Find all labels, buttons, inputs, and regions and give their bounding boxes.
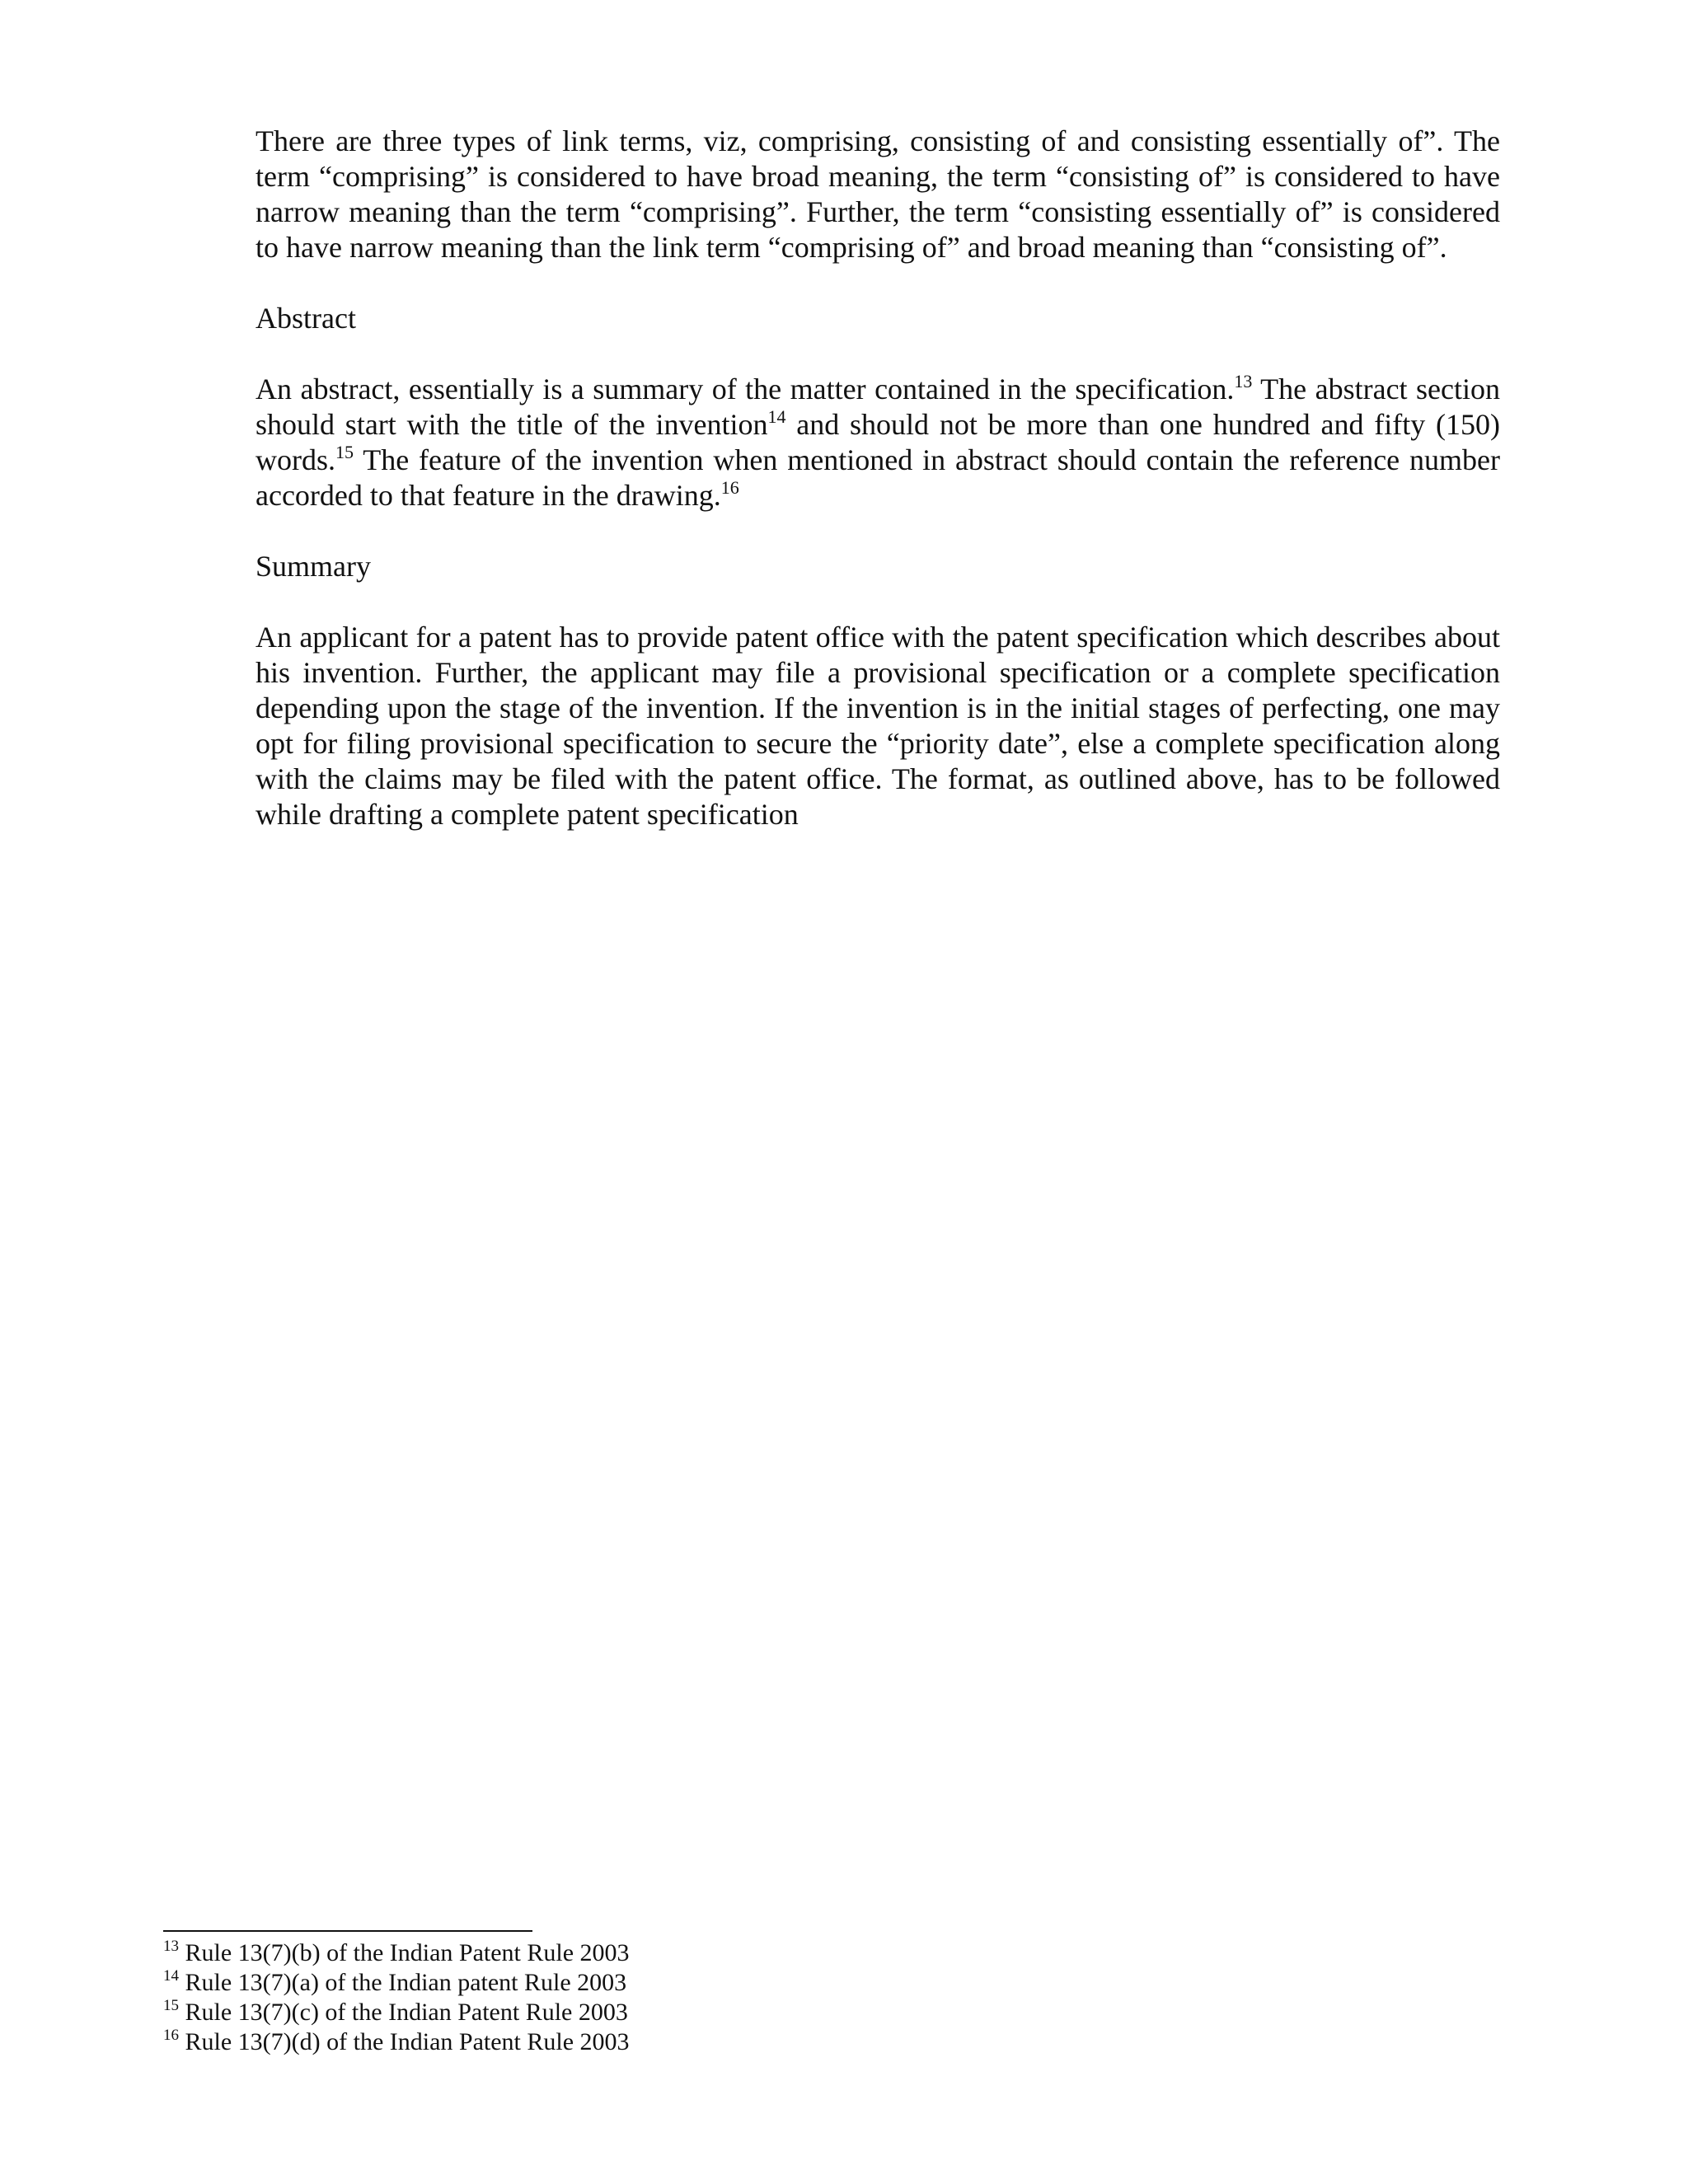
footnote-ref-13[interactable]: 13 — [1234, 371, 1253, 391]
footnote-number: 13 — [163, 1938, 179, 1955]
abstract-text-part-4: The feature of the invention when mentioned in abstract should contain the reference number accorded to that feature in the drawing. — [256, 443, 1500, 512]
footnote-separator — [163, 1930, 532, 1932]
footnote-number: 16 — [163, 2027, 179, 2044]
footnote-14 — [163, 1968, 987, 1998]
footnote-16 — [163, 2027, 987, 2057]
abstract-heading: Abstract — [256, 302, 356, 335]
footnote-ref-16[interactable]: 16 — [720, 477, 739, 498]
footnote-text: Rule 13(7)(c) of the Indian Patent Rule 2003 — [179, 1999, 628, 2026]
abstract-text-part-1: An abstract, essentially is a summary of the matter contained in the specification. — [256, 373, 1235, 405]
document-body — [256, 124, 1500, 868]
footnote-13 — [163, 1938, 987, 1968]
link-terms-paragraph: There are three types of link terms, viz, comprising, consisting of and consisting essentially of”. The term “comprising” is considered to have broad meaning, the term “consisting of” is considered to have narrow meaning than the term “comprising”. Further, the term “consisting essentially of” is considered to have narrow meaning than the link term “comprising of” and broad meaning than “consisting of”. — [256, 124, 1500, 264]
summary-heading: Summary — [256, 550, 371, 583]
abstract-paragraph — [256, 372, 1500, 513]
footnote-text: Rule 13(7)(d) of the Indian Patent Rule 2003 — [179, 2028, 630, 2055]
footnote-15 — [163, 1998, 987, 2027]
footnote-text: Rule 13(7)(a) of the Indian patent Rule 2003 — [179, 1969, 627, 1996]
footnote-number: 15 — [163, 1997, 179, 2014]
abstract-text-part-2: The abstract section should start with the title of the invention — [256, 373, 1500, 441]
footnote-ref-15[interactable]: 15 — [335, 442, 354, 462]
footnote-ref-14[interactable]: 14 — [767, 406, 786, 427]
footnote-number: 14 — [163, 1967, 179, 1985]
abstract-text-part-3: and should not be more than one hundred and fifty (150) words. — [256, 408, 1500, 476]
summary-paragraph: An applicant for a patent has to provide patent office with the patent specification which describes about his invention. Further, the applicant may file a provisional specification or a complete specification depending upon the stage of the invention. If the invention is in the initial stages of perfecting, one may opt for filing provisional specification to secure the “priority date”, else a complete specification along with the claims may be filed with the patent office. The format, as outlined above, has to be followed while drafting a complete patent specification — [256, 621, 1500, 831]
footnotes — [163, 1938, 987, 2057]
footnote-text: Rule 13(7)(b) of the Indian Patent Rule 2003 — [179, 1939, 630, 1966]
